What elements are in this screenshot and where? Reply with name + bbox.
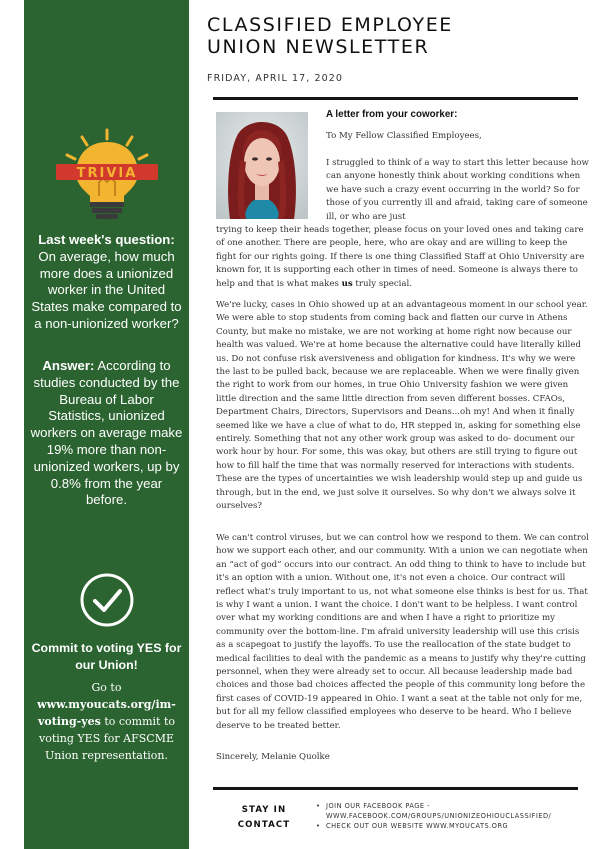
stay-in-contact: STAY IN CONTACT bbox=[237, 805, 291, 830]
letter-paragraph-3: We can't control viruses, but we can control how we respond to them. We can control how we support each other, and our community. With a union we can negotiate when an “act of god” occurs into our contract. An odd thing to think to have to include but it's an option with a union. Without one, it's not even a choice. Our contract will reflect what's truly important to us, not what someone else thinks is best for us. That is why I want a union. I want the choice. I don't want to be helpless. I want control over what my working conditions are and when I have a right to prioritize my community over the bottom-line. I'm afraid university leadership will use this crisis as a scapegoat to justify the layoffs. To use the reallocation of the state budget to medical facilities to deal with the pandemic as a means to justify why they're cutting personnel, when they were already set to occur. All because leadership made bad choices and those bad choices affected the people of this community long before the first cases of COVID-19 appeared in Ohio. I want a seat at the table not only for me, but for all my fellow classified employees who deserve to be heard. Who I believe deserve to be treated better. bbox=[216, 533, 589, 731]
p1-text-end: truly special. bbox=[355, 278, 413, 289]
letter-paragraph-1-start: I struggled to think of a way to start this letter because how can anyone honestly think about working conditions when we have such a crazy event occurring in the world? So for those of you currently ill and afraid, taking care of someone ill, or who are just bbox=[326, 158, 589, 222]
newsletter-title bbox=[207, 14, 587, 58]
sidebar bbox=[24, 0, 189, 849]
goto-prefix: Go to bbox=[91, 681, 122, 694]
commit-instructions bbox=[30, 679, 183, 764]
goto-suffix: to commit to voting YES for AFSCME Union representation. bbox=[39, 715, 175, 762]
letter-heading: A letter from your coworker: bbox=[326, 109, 458, 120]
p1-emphasis: us bbox=[341, 278, 353, 289]
letter-salutation: To My Fellow Classified Employees, bbox=[326, 131, 482, 141]
contact-list bbox=[316, 801, 588, 831]
trivia-question bbox=[30, 232, 183, 333]
top-divider bbox=[213, 97, 578, 100]
trivia-lightbulb-icon bbox=[24, 128, 189, 223]
title-line-2: UNION NEWSLETTER bbox=[207, 36, 430, 58]
facebook-link[interactable]: • JOIN OUR FACEBOOK PAGE - WWW.FACEBOOK.COM/GROUPS/UNIONIZEOHIOUCLASSIFIED/ bbox=[316, 801, 588, 821]
letter-paragraph-1-cont bbox=[216, 224, 590, 291]
answer-text: According to studies conducted by the Bureau of Labor Statistics, unionized workers on average make 19% more than non-unionized workers, up by 0.8% from the year before. bbox=[30, 358, 183, 508]
title-line-1: CLASSIFIED EMPLOYEE bbox=[207, 14, 453, 36]
commit-heading: Commit to voting YES for our Union! bbox=[31, 641, 182, 672]
letter-signoff: Sincerely, Melanie Quolke bbox=[216, 752, 330, 762]
bottom-divider bbox=[213, 787, 578, 790]
answer-label: Answer: bbox=[42, 358, 95, 373]
letter-paragraph-2: We're lucky, cases in Ohio showed up at an advantageous moment in our school year. We were able to stop students from coming back and flatten our curve in Athens County, but make no mistake, we are not working at home right now because our health was valued. We're at home because the alternative could have literally killed us. Do not confuse risk aversiveness and obligation for kindness. It's why we were the last to be pulled back, because we are replaceable. When we were finally given the right to work from our homes, in true Ohio University fashion we were given little direction and the same little direction from seven different bosses. CFAOs, Department Chairs, Directors, Supervisors and Deans...oh my! And when it finally seemed like we have a clue of what to do, HR stepped in, asking for something else entirely. Something that not any other work group was asked to do- document our work hour by hour. For some, this was okay, but others are still trying to figure out how to fill half the time that was normally reserved for interactions with students. These are the types of uncertainties we wish leadership would step up and guide us through, but in the end, we just solve it ourselves. So why don't we always solve it ourselves? bbox=[216, 300, 588, 512]
p1-text: trying to keep their heads together, please focus on your loved ones and taking care of one another. There are people, here, who are okay and are willing to keep the fight for our rights going. If there is one thing Classified Staff at Ohio University are known for, it is supporting each other in times of need. Someone is always there to help and that is what makes bbox=[216, 225, 585, 289]
issue-date: FRIDAY, APRIL 17, 2020 bbox=[207, 73, 344, 84]
commit-link[interactable]: www.myoucats.org/im-voting-yes bbox=[37, 698, 176, 728]
check-circle-icon bbox=[24, 572, 189, 628]
trivia-banner-text: TRIVIA bbox=[76, 166, 137, 181]
question-label: Last week's question: bbox=[38, 232, 175, 247]
author-photo bbox=[216, 112, 308, 219]
question-text: On average, how much more does a unionized worker in the United States make compared to a non-unionized worker? bbox=[31, 248, 182, 331]
trivia-answer bbox=[30, 358, 183, 509]
website-link[interactable]: • CHECK OUT OUR WEBSITE WWW.MYOUCATS.ORG bbox=[316, 821, 588, 831]
